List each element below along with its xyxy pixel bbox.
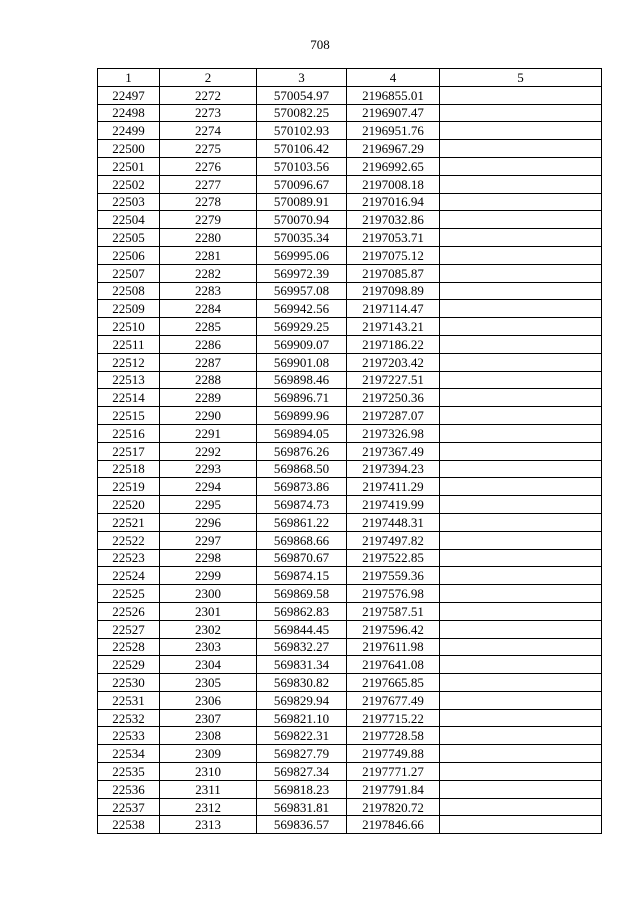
- vertex-number-cell: 2303: [160, 638, 257, 656]
- table-row: [98, 531, 602, 549]
- note-cell: [440, 656, 602, 674]
- table-row: [98, 264, 602, 282]
- x-coordinate-cell: 569821.10: [257, 709, 347, 727]
- vertex-number-cell: 2299: [160, 567, 257, 585]
- point-id-cell: 22536: [98, 780, 160, 798]
- note-cell: [440, 157, 602, 175]
- point-id-cell: 22535: [98, 763, 160, 781]
- point-id-cell: 22504: [98, 211, 160, 229]
- vertex-number-cell: 2307: [160, 709, 257, 727]
- point-id-cell: 22518: [98, 460, 160, 478]
- table-row: [98, 638, 602, 656]
- note-cell: [440, 709, 602, 727]
- y-coordinate-cell: 2196951.76: [347, 122, 440, 140]
- vertex-number-cell: 2277: [160, 175, 257, 193]
- vertex-number-cell: 2294: [160, 478, 257, 496]
- note-cell: [440, 460, 602, 478]
- table-row: [98, 353, 602, 371]
- note-cell: [440, 727, 602, 745]
- table-row: [98, 229, 602, 247]
- y-coordinate-cell: 2197522.85: [347, 549, 440, 567]
- point-id-cell: 22498: [98, 104, 160, 122]
- vertex-number-cell: 2312: [160, 798, 257, 816]
- vertex-number-cell: 2302: [160, 620, 257, 638]
- table-row: [98, 567, 602, 585]
- point-id-cell: 22529: [98, 656, 160, 674]
- x-coordinate-cell: 569861.22: [257, 513, 347, 531]
- y-coordinate-cell: 2197075.12: [347, 246, 440, 264]
- note-cell: [440, 86, 602, 104]
- note-cell: [440, 140, 602, 158]
- vertex-number-cell: 2278: [160, 193, 257, 211]
- y-coordinate-cell: 2197559.36: [347, 567, 440, 585]
- vertex-number-cell: 2286: [160, 335, 257, 353]
- y-coordinate-cell: 2197749.88: [347, 745, 440, 763]
- table-row: [98, 478, 602, 496]
- note-cell: [440, 335, 602, 353]
- table-row: [98, 407, 602, 425]
- x-coordinate-cell: 569844.45: [257, 620, 347, 638]
- y-coordinate-cell: 2196967.29: [347, 140, 440, 158]
- note-cell: [440, 353, 602, 371]
- x-coordinate-cell: 569896.71: [257, 389, 347, 407]
- vertex-number-cell: 2304: [160, 656, 257, 674]
- x-coordinate-cell: 569874.15: [257, 567, 347, 585]
- vertex-number-cell: 2295: [160, 496, 257, 514]
- table-row: [98, 86, 602, 104]
- table-row: [98, 549, 602, 567]
- header-row: [98, 69, 602, 87]
- x-coordinate-cell: 569830.82: [257, 674, 347, 692]
- x-coordinate-cell: 569894.05: [257, 424, 347, 442]
- point-id-cell: 22509: [98, 300, 160, 318]
- vertex-number-cell: 2298: [160, 549, 257, 567]
- note-cell: [440, 496, 602, 514]
- table-row: [98, 674, 602, 692]
- table-row: [98, 193, 602, 211]
- y-coordinate-cell: 2197596.42: [347, 620, 440, 638]
- point-id-cell: 22506: [98, 246, 160, 264]
- point-id-cell: 22501: [98, 157, 160, 175]
- note-cell: [440, 211, 602, 229]
- point-id-cell: 22523: [98, 549, 160, 567]
- table-row: [98, 122, 602, 140]
- table-row: [98, 620, 602, 638]
- vertex-number-cell: 2292: [160, 442, 257, 460]
- vertex-number-cell: 2300: [160, 585, 257, 603]
- point-id-cell: 22503: [98, 193, 160, 211]
- table-row: [98, 745, 602, 763]
- vertex-number-cell: 2274: [160, 122, 257, 140]
- x-coordinate-cell: 569868.50: [257, 460, 347, 478]
- vertex-number-cell: 2287: [160, 353, 257, 371]
- point-id-cell: 22532: [98, 709, 160, 727]
- y-coordinate-cell: 2197114.47: [347, 300, 440, 318]
- note-cell: [440, 585, 602, 603]
- point-id-cell: 22508: [98, 282, 160, 300]
- point-id-cell: 22534: [98, 745, 160, 763]
- table-row: [98, 460, 602, 478]
- x-coordinate-cell: 570106.42: [257, 140, 347, 158]
- note-cell: [440, 193, 602, 211]
- table-row: [98, 424, 602, 442]
- y-coordinate-cell: 2197771.27: [347, 763, 440, 781]
- note-cell: [440, 638, 602, 656]
- x-coordinate-cell: 569870.67: [257, 549, 347, 567]
- x-coordinate-cell: 569822.31: [257, 727, 347, 745]
- x-coordinate-cell: 569876.26: [257, 442, 347, 460]
- table-row: [98, 300, 602, 318]
- x-coordinate-cell: 569901.08: [257, 353, 347, 371]
- point-id-cell: 22524: [98, 567, 160, 585]
- point-id-cell: 22505: [98, 229, 160, 247]
- y-coordinate-cell: 2197085.87: [347, 264, 440, 282]
- y-coordinate-cell: 2197411.29: [347, 478, 440, 496]
- y-coordinate-cell: 2197677.49: [347, 691, 440, 709]
- vertex-number-cell: 2279: [160, 211, 257, 229]
- x-coordinate-cell: 570096.67: [257, 175, 347, 193]
- y-coordinate-cell: 2196992.65: [347, 157, 440, 175]
- note-cell: [440, 674, 602, 692]
- note-cell: [440, 763, 602, 781]
- y-coordinate-cell: 2197008.18: [347, 175, 440, 193]
- table-row: [98, 157, 602, 175]
- point-id-cell: 22500: [98, 140, 160, 158]
- header-col-3: 3: [257, 69, 347, 87]
- x-coordinate-cell: 569972.39: [257, 264, 347, 282]
- table-row: [98, 763, 602, 781]
- x-coordinate-cell: 569818.23: [257, 780, 347, 798]
- vertex-number-cell: 2313: [160, 816, 257, 834]
- table-row: [98, 691, 602, 709]
- point-id-cell: 22512: [98, 353, 160, 371]
- vertex-number-cell: 2311: [160, 780, 257, 798]
- vertex-number-cell: 2305: [160, 674, 257, 692]
- note-cell: [440, 282, 602, 300]
- point-id-cell: 22517: [98, 442, 160, 460]
- vertex-number-cell: 2297: [160, 531, 257, 549]
- x-coordinate-cell: 569898.46: [257, 371, 347, 389]
- vertex-number-cell: 2275: [160, 140, 257, 158]
- header-col-4: 4: [347, 69, 440, 87]
- point-id-cell: 22507: [98, 264, 160, 282]
- point-id-cell: 22538: [98, 816, 160, 834]
- vertex-number-cell: 2282: [160, 264, 257, 282]
- y-coordinate-cell: 2197820.72: [347, 798, 440, 816]
- table-row: [98, 282, 602, 300]
- point-id-cell: 22528: [98, 638, 160, 656]
- note-cell: [440, 602, 602, 620]
- note-cell: [440, 816, 602, 834]
- y-coordinate-cell: 2197419.99: [347, 496, 440, 514]
- y-coordinate-cell: 2197032.86: [347, 211, 440, 229]
- point-id-cell: 22519: [98, 478, 160, 496]
- table-row: [98, 513, 602, 531]
- point-id-cell: 22502: [98, 175, 160, 193]
- note-cell: [440, 513, 602, 531]
- vertex-number-cell: 2306: [160, 691, 257, 709]
- x-coordinate-cell: 569829.94: [257, 691, 347, 709]
- note-cell: [440, 567, 602, 585]
- point-id-cell: 22525: [98, 585, 160, 603]
- x-coordinate-cell: 569899.96: [257, 407, 347, 425]
- y-coordinate-cell: 2197143.21: [347, 318, 440, 336]
- x-coordinate-cell: 569957.08: [257, 282, 347, 300]
- x-coordinate-cell: 569874.73: [257, 496, 347, 514]
- y-coordinate-cell: 2197611.98: [347, 638, 440, 656]
- table-row: [98, 371, 602, 389]
- point-id-cell: 22511: [98, 335, 160, 353]
- y-coordinate-cell: 2197098.89: [347, 282, 440, 300]
- y-coordinate-cell: 2197587.51: [347, 602, 440, 620]
- note-cell: [440, 424, 602, 442]
- vertex-number-cell: 2289: [160, 389, 257, 407]
- vertex-number-cell: 2283: [160, 282, 257, 300]
- note-cell: [440, 389, 602, 407]
- point-id-cell: 22527: [98, 620, 160, 638]
- y-coordinate-cell: 2197227.51: [347, 371, 440, 389]
- y-coordinate-cell: 2197846.66: [347, 816, 440, 834]
- header-col-2: 2: [160, 69, 257, 87]
- point-id-cell: 22514: [98, 389, 160, 407]
- vertex-number-cell: 2301: [160, 602, 257, 620]
- x-coordinate-cell: 570102.93: [257, 122, 347, 140]
- x-coordinate-cell: 569832.27: [257, 638, 347, 656]
- x-coordinate-cell: 569827.79: [257, 745, 347, 763]
- vertex-number-cell: 2308: [160, 727, 257, 745]
- y-coordinate-cell: 2197665.85: [347, 674, 440, 692]
- vertex-number-cell: 2281: [160, 246, 257, 264]
- y-coordinate-cell: 2197497.82: [347, 531, 440, 549]
- note-cell: [440, 531, 602, 549]
- x-coordinate-cell: 569831.34: [257, 656, 347, 674]
- note-cell: [440, 798, 602, 816]
- note-cell: [440, 442, 602, 460]
- y-coordinate-cell: 2197641.08: [347, 656, 440, 674]
- point-id-cell: 22537: [98, 798, 160, 816]
- note-cell: [440, 780, 602, 798]
- vertex-number-cell: 2276: [160, 157, 257, 175]
- y-coordinate-cell: 2197186.22: [347, 335, 440, 353]
- x-coordinate-cell: 569873.86: [257, 478, 347, 496]
- x-coordinate-cell: 570103.56: [257, 157, 347, 175]
- x-coordinate-cell: 570082.25: [257, 104, 347, 122]
- y-coordinate-cell: 2197053.71: [347, 229, 440, 247]
- point-id-cell: 22526: [98, 602, 160, 620]
- table-row: [98, 780, 602, 798]
- table-row: [98, 727, 602, 745]
- point-id-cell: 22516: [98, 424, 160, 442]
- vertex-number-cell: 2280: [160, 229, 257, 247]
- note-cell: [440, 549, 602, 567]
- vertex-number-cell: 2291: [160, 424, 257, 442]
- x-coordinate-cell: 570035.34: [257, 229, 347, 247]
- table-row: [98, 656, 602, 674]
- note-cell: [440, 745, 602, 763]
- vertex-number-cell: 2272: [160, 86, 257, 104]
- y-coordinate-cell: 2197367.49: [347, 442, 440, 460]
- x-coordinate-cell: 569942.56: [257, 300, 347, 318]
- point-id-cell: 22497: [98, 86, 160, 104]
- note-cell: [440, 264, 602, 282]
- note-cell: [440, 478, 602, 496]
- vertex-number-cell: 2290: [160, 407, 257, 425]
- x-coordinate-cell: 569869.58: [257, 585, 347, 603]
- note-cell: [440, 371, 602, 389]
- x-coordinate-cell: 569929.25: [257, 318, 347, 336]
- table-row: [98, 335, 602, 353]
- note-cell: [440, 175, 602, 193]
- page-number: 708: [310, 37, 330, 52]
- table-row: [98, 104, 602, 122]
- y-coordinate-cell: 2196907.47: [347, 104, 440, 122]
- table-row: [98, 798, 602, 816]
- y-coordinate-cell: 2197016.94: [347, 193, 440, 211]
- x-coordinate-cell: 570070.94: [257, 211, 347, 229]
- y-coordinate-cell: 2197326.98: [347, 424, 440, 442]
- table-row: [98, 709, 602, 727]
- point-id-cell: 22520: [98, 496, 160, 514]
- vertex-number-cell: 2288: [160, 371, 257, 389]
- coordinates-table: [97, 68, 602, 834]
- point-id-cell: 22530: [98, 674, 160, 692]
- y-coordinate-cell: 2197203.42: [347, 353, 440, 371]
- header-col-5: 5: [440, 69, 602, 87]
- point-id-cell: 22533: [98, 727, 160, 745]
- x-coordinate-cell: 569909.07: [257, 335, 347, 353]
- note-cell: [440, 122, 602, 140]
- x-coordinate-cell: 569995.06: [257, 246, 347, 264]
- vertex-number-cell: 2309: [160, 745, 257, 763]
- x-coordinate-cell: 569836.57: [257, 816, 347, 834]
- note-cell: [440, 691, 602, 709]
- table-row: [98, 816, 602, 834]
- x-coordinate-cell: 570054.97: [257, 86, 347, 104]
- note-cell: [440, 318, 602, 336]
- vertex-number-cell: 2310: [160, 763, 257, 781]
- point-id-cell: 22499: [98, 122, 160, 140]
- note-cell: [440, 407, 602, 425]
- y-coordinate-cell: 2197250.36: [347, 389, 440, 407]
- note-cell: [440, 104, 602, 122]
- x-coordinate-cell: 570089.91: [257, 193, 347, 211]
- point-id-cell: 22522: [98, 531, 160, 549]
- note-cell: [440, 229, 602, 247]
- vertex-number-cell: 2285: [160, 318, 257, 336]
- x-coordinate-cell: 569827.34: [257, 763, 347, 781]
- point-id-cell: 22513: [98, 371, 160, 389]
- point-id-cell: 22510: [98, 318, 160, 336]
- table-row: [98, 585, 602, 603]
- note-cell: [440, 620, 602, 638]
- vertex-number-cell: 2273: [160, 104, 257, 122]
- table-row: [98, 246, 602, 264]
- table-row: [98, 211, 602, 229]
- point-id-cell: 22515: [98, 407, 160, 425]
- y-coordinate-cell: 2197791.84: [347, 780, 440, 798]
- y-coordinate-cell: 2197715.22: [347, 709, 440, 727]
- y-coordinate-cell: 2197448.31: [347, 513, 440, 531]
- table-row: [98, 175, 602, 193]
- point-id-cell: 22521: [98, 513, 160, 531]
- table-row: [98, 389, 602, 407]
- x-coordinate-cell: 569831.81: [257, 798, 347, 816]
- y-coordinate-cell: 2197394.23: [347, 460, 440, 478]
- y-coordinate-cell: 2196855.01: [347, 86, 440, 104]
- table-row: [98, 496, 602, 514]
- vertex-number-cell: 2296: [160, 513, 257, 531]
- table-row: [98, 318, 602, 336]
- vertex-number-cell: 2293: [160, 460, 257, 478]
- table-row: [98, 140, 602, 158]
- y-coordinate-cell: 2197287.07: [347, 407, 440, 425]
- y-coordinate-cell: 2197576.98: [347, 585, 440, 603]
- header-col-1: 1: [98, 69, 160, 87]
- note-cell: [440, 246, 602, 264]
- table-header: [98, 69, 602, 87]
- x-coordinate-cell: 569868.66: [257, 531, 347, 549]
- table-row: [98, 442, 602, 460]
- table-row: [98, 602, 602, 620]
- y-coordinate-cell: 2197728.58: [347, 727, 440, 745]
- vertex-number-cell: 2284: [160, 300, 257, 318]
- x-coordinate-cell: 569862.83: [257, 602, 347, 620]
- point-id-cell: 22531: [98, 691, 160, 709]
- note-cell: [440, 300, 602, 318]
- table-body: [98, 86, 602, 833]
